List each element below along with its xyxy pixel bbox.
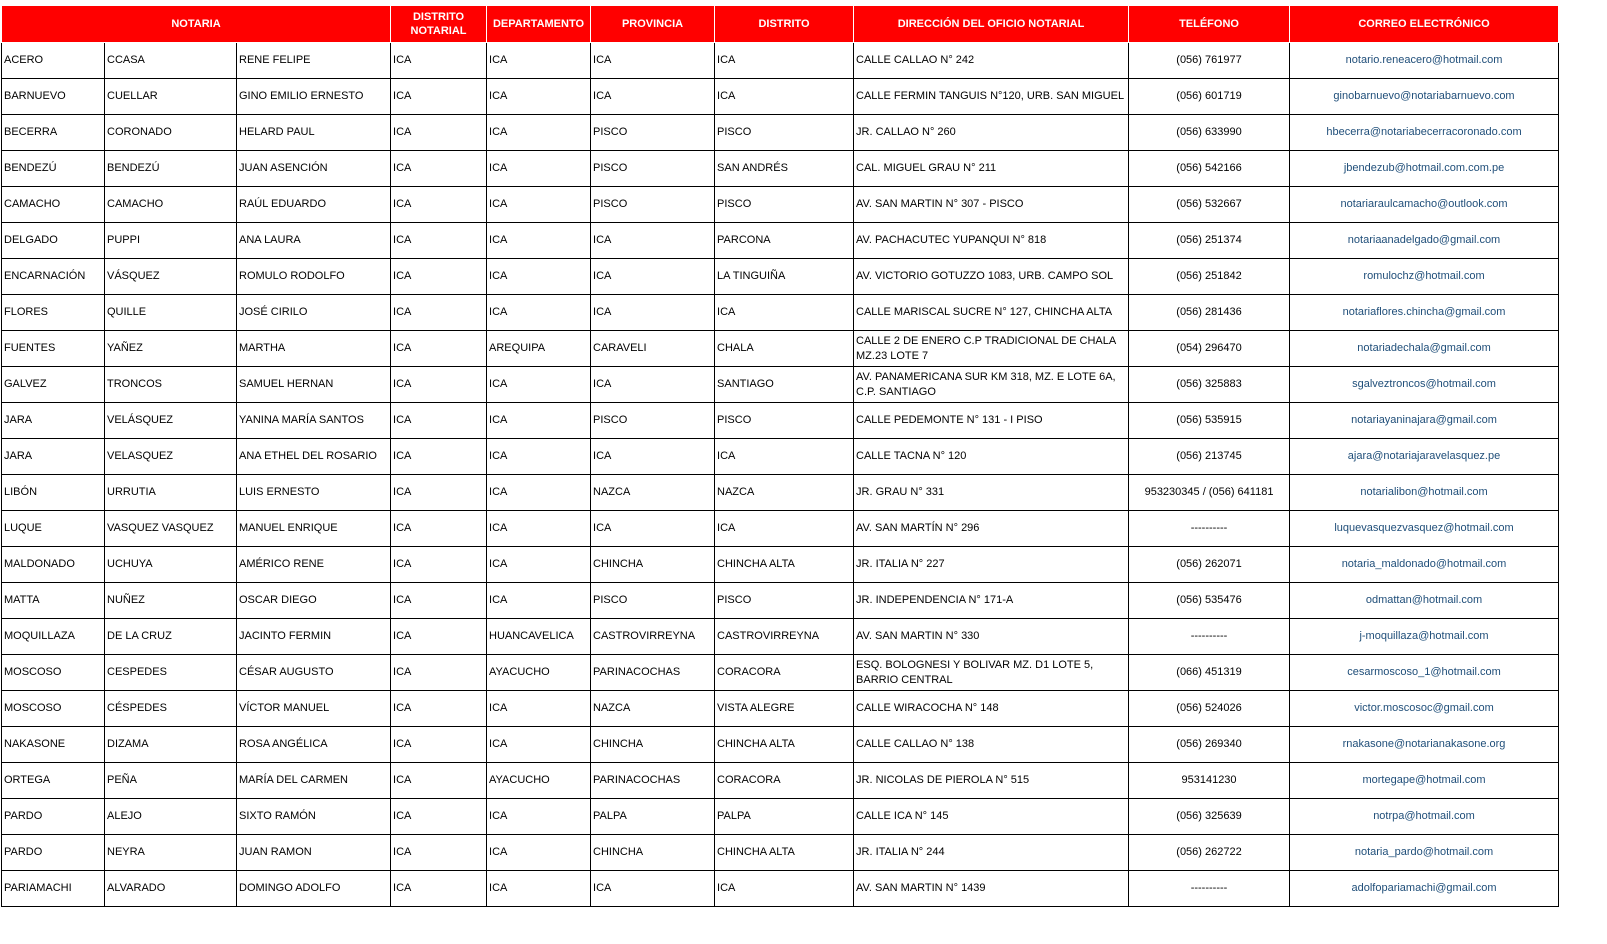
cell-distrito-notarial: ICA <box>391 151 487 187</box>
cell-distrito: CORACORA <box>715 655 854 691</box>
cell-departamento: ICA <box>487 187 591 223</box>
header-departamento: DEPARTAMENTO <box>487 6 591 43</box>
cell-distrito: NAZCA <box>715 475 854 511</box>
table-row <box>2 547 1559 583</box>
header-distrito: DISTRITO <box>715 6 854 43</box>
cell-distrito-notarial: ICA <box>391 547 487 583</box>
cell-distrito: CHINCHA ALTA <box>715 547 854 583</box>
cell-provincia: NAZCA <box>591 691 715 727</box>
cell-departamento: ICA <box>487 511 591 547</box>
cell-nombres: ANA LAURA <box>237 223 391 259</box>
cell-provincia: PARINACOCHAS <box>591 655 715 691</box>
table-row <box>2 223 1559 259</box>
cell-distrito: ICA <box>715 43 854 79</box>
header-row <box>2 6 1559 43</box>
cell-correo[interactable]: notaria_maldonado@hotmail.com <box>1290 547 1559 583</box>
cell-nombres: MANUEL ENRIQUE <box>237 511 391 547</box>
cell-nombres: JACINTO FERMIN <box>237 619 391 655</box>
cell-distrito: PARCONA <box>715 223 854 259</box>
table-row <box>2 475 1559 511</box>
cell-distrito: LA TINGUIÑA <box>715 259 854 295</box>
cell-apellido-paterno: MOSCOSO <box>2 655 105 691</box>
cell-provincia: PARINACOCHAS <box>591 763 715 799</box>
cell-telefono: (056) 761977 <box>1129 43 1290 79</box>
cell-apellido-materno: VELASQUEZ <box>105 439 237 475</box>
cell-provincia: PISCO <box>591 115 715 151</box>
cell-direccion: JR. ITALIA N° 244 <box>854 835 1129 871</box>
cell-provincia: CHINCHA <box>591 547 715 583</box>
cell-apellido-materno: TRONCOS <box>105 367 237 403</box>
cell-telefono: 953230345 / (056) 641181 <box>1129 475 1290 511</box>
cell-correo[interactable]: ginobarnuevo@notariabarnuevo.com <box>1290 79 1559 115</box>
cell-apellido-paterno: BARNUEVO <box>2 79 105 115</box>
cell-distrito-notarial: ICA <box>391 331 487 367</box>
cell-apellido-materno: PUPPI <box>105 223 237 259</box>
cell-departamento: ICA <box>487 79 591 115</box>
cell-direccion: AV. VICTORIO GOTUZZO 1083, URB. CAMPO SOL <box>854 259 1129 295</box>
table-row <box>2 619 1559 655</box>
cell-apellido-materno: CORONADO <box>105 115 237 151</box>
cell-direccion: CALLE CALLAO N° 242 <box>854 43 1129 79</box>
cell-telefono: (056) 532667 <box>1129 187 1290 223</box>
cell-direccion: AV. PACHACUTEC YUPANQUI N° 818 <box>854 223 1129 259</box>
cell-apellido-paterno: ACERO <box>2 43 105 79</box>
cell-telefono: (056) 524026 <box>1129 691 1290 727</box>
cell-nombres: HELARD PAUL <box>237 115 391 151</box>
cell-distrito-notarial: ICA <box>391 871 487 907</box>
cell-nombres: MARTHA <box>237 331 391 367</box>
cell-telefono: (056) 325883 <box>1129 367 1290 403</box>
cell-departamento: HUANCAVELICA <box>487 619 591 655</box>
cell-distrito: ICA <box>715 511 854 547</box>
cell-apellido-materno: QUILLE <box>105 295 237 331</box>
cell-correo[interactable]: jbendezub@hotmail.com.com.pe <box>1290 151 1559 187</box>
table-row <box>2 691 1559 727</box>
cell-correo[interactable]: ajara@notariajaravelasquez.pe <box>1290 439 1559 475</box>
cell-correo[interactable]: notario.reneacero@hotmail.com <box>1290 43 1559 79</box>
cell-apellido-materno: DE LA CRUZ <box>105 619 237 655</box>
cell-direccion: JR. NICOLAS DE PIEROLA N° 515 <box>854 763 1129 799</box>
cell-telefono: (056) 251842 <box>1129 259 1290 295</box>
cell-apellido-paterno: CAMACHO <box>2 187 105 223</box>
cell-distrito-notarial: ICA <box>391 835 487 871</box>
cell-telefono: (056) 601719 <box>1129 79 1290 115</box>
cell-correo[interactable]: notariayaninajara@gmail.com <box>1290 403 1559 439</box>
table-row <box>2 187 1559 223</box>
cell-distrito: CASTROVIRREYNA <box>715 619 854 655</box>
notary-table <box>1 5 1559 907</box>
table-row <box>2 259 1559 295</box>
table-row <box>2 871 1559 907</box>
cell-telefono: (056) 535915 <box>1129 403 1290 439</box>
cell-correo[interactable]: victor.moscosoc@gmail.com <box>1290 691 1559 727</box>
cell-apellido-materno: CAMACHO <box>105 187 237 223</box>
cell-provincia: ICA <box>591 259 715 295</box>
cell-correo[interactable]: notarialibon@hotmail.com <box>1290 475 1559 511</box>
cell-correo[interactable]: notariaflores.chincha@gmail.com <box>1290 295 1559 331</box>
cell-direccion: JR. GRAU N° 331 <box>854 475 1129 511</box>
cell-direccion: CALLE CALLAO N° 138 <box>854 727 1129 763</box>
cell-provincia: CHINCHA <box>591 835 715 871</box>
cell-apellido-paterno: ORTEGA <box>2 763 105 799</box>
cell-distrito-notarial: ICA <box>391 295 487 331</box>
cell-apellido-paterno: MOSCOSO <box>2 691 105 727</box>
cell-telefono: (056) 213745 <box>1129 439 1290 475</box>
cell-departamento: AREQUIPA <box>487 331 591 367</box>
cell-apellido-materno: NUÑEZ <box>105 583 237 619</box>
cell-direccion: JR. INDEPENDENCIA N° 171-A <box>854 583 1129 619</box>
cell-departamento: AYACUCHO <box>487 655 591 691</box>
cell-distrito: ICA <box>715 295 854 331</box>
cell-apellido-paterno: MALDONADO <box>2 547 105 583</box>
cell-distrito-notarial: ICA <box>391 583 487 619</box>
cell-distrito: PISCO <box>715 115 854 151</box>
cell-direccion: CAL. MIGUEL GRAU N° 211 <box>854 151 1129 187</box>
cell-direccion: CALLE FERMIN TANGUIS N°120, URB. SAN MIGUEL <box>854 79 1129 115</box>
cell-apellido-materno: BENDEZÚ <box>105 151 237 187</box>
cell-distrito-notarial: ICA <box>391 655 487 691</box>
cell-telefono: (056) 325639 <box>1129 799 1290 835</box>
cell-apellido-materno: URRUTIA <box>105 475 237 511</box>
header-correo: CORREO ELECTRÓNICO <box>1290 6 1559 43</box>
cell-distrito: PISCO <box>715 403 854 439</box>
cell-direccion: AV. SAN MARTIN N° 1439 <box>854 871 1129 907</box>
cell-departamento: ICA <box>487 475 591 511</box>
cell-distrito-notarial: ICA <box>391 799 487 835</box>
cell-apellido-materno: UCHUYA <box>105 547 237 583</box>
cell-provincia: ICA <box>591 223 715 259</box>
cell-distrito-notarial: ICA <box>391 511 487 547</box>
header-distrito-notarial: DISTRITO NOTARIAL <box>391 6 487 43</box>
table-row <box>2 727 1559 763</box>
cell-distrito: PISCO <box>715 583 854 619</box>
cell-direccion: CALLE PEDEMONTE N° 131 - I PISO <box>854 403 1129 439</box>
cell-telefono: 953141230 <box>1129 763 1290 799</box>
cell-apellido-paterno: BECERRA <box>2 115 105 151</box>
cell-departamento: ICA <box>487 835 591 871</box>
cell-nombres: SAMUEL HERNAN <box>237 367 391 403</box>
header-direccion: DIRECCIÓN DEL OFICIO NOTARIAL <box>854 6 1129 43</box>
cell-departamento: ICA <box>487 439 591 475</box>
cell-apellido-paterno: MOQUILLAZA <box>2 619 105 655</box>
cell-telefono: ---------- <box>1129 871 1290 907</box>
cell-apellido-paterno: LUQUE <box>2 511 105 547</box>
cell-distrito: ICA <box>715 439 854 475</box>
cell-departamento: ICA <box>487 583 591 619</box>
cell-distrito-notarial: ICA <box>391 619 487 655</box>
cell-correo[interactable]: j-moquillaza@hotmail.com <box>1290 619 1559 655</box>
table-row <box>2 115 1559 151</box>
table-row <box>2 583 1559 619</box>
cell-departamento: ICA <box>487 799 591 835</box>
cell-departamento: ICA <box>487 151 591 187</box>
table-row <box>2 835 1559 871</box>
cell-departamento: ICA <box>487 115 591 151</box>
cell-apellido-paterno: ENCARNACIÓN <box>2 259 105 295</box>
cell-nombres: GINO EMILIO ERNESTO <box>237 79 391 115</box>
header-provincia: PROVINCIA <box>591 6 715 43</box>
cell-correo[interactable]: rnakasone@notarianakasone.org <box>1290 727 1559 763</box>
cell-nombres: JUAN ASENCIÓN <box>237 151 391 187</box>
cell-telefono: (054) 296470 <box>1129 331 1290 367</box>
cell-telefono: (056) 542166 <box>1129 151 1290 187</box>
cell-nombres: OSCAR DIEGO <box>237 583 391 619</box>
cell-direccion: AV. SAN MARTIN N° 330 <box>854 619 1129 655</box>
cell-distrito-notarial: ICA <box>391 367 487 403</box>
cell-provincia: CHINCHA <box>591 727 715 763</box>
cell-distrito: SANTIAGO <box>715 367 854 403</box>
cell-provincia: ICA <box>591 79 715 115</box>
cell-nombres: ROSA ANGÉLICA <box>237 727 391 763</box>
cell-apellido-paterno: BENDEZÚ <box>2 151 105 187</box>
cell-distrito-notarial: ICA <box>391 403 487 439</box>
cell-direccion: JR. ITALIA N° 227 <box>854 547 1129 583</box>
cell-apellido-materno: VASQUEZ VASQUEZ <box>105 511 237 547</box>
cell-nombres: VÍCTOR MANUEL <box>237 691 391 727</box>
cell-direccion: CALLE TACNA N° 120 <box>854 439 1129 475</box>
cell-telefono: (056) 269340 <box>1129 727 1290 763</box>
cell-distrito: PALPA <box>715 799 854 835</box>
cell-nombres: JUAN RAMON <box>237 835 391 871</box>
cell-provincia: PISCO <box>591 403 715 439</box>
cell-direccion: AV. PANAMERICANA SUR KM 318, MZ. E LOTE 6A, C.P. SANTIAGO <box>854 367 1129 403</box>
cell-correo[interactable]: romulochz@hotmail.com <box>1290 259 1559 295</box>
cell-nombres: SIXTO RAMÓN <box>237 799 391 835</box>
cell-distrito-notarial: ICA <box>391 763 487 799</box>
cell-apellido-materno: NEYRA <box>105 835 237 871</box>
cell-direccion: CALLE 2 DE ENERO C.P TRADICIONAL DE CHALA MZ.23 LOTE 7 <box>854 331 1129 367</box>
header-telefono: TELÉFONO <box>1129 6 1290 43</box>
cell-apellido-paterno: GALVEZ <box>2 367 105 403</box>
cell-distrito-notarial: ICA <box>391 79 487 115</box>
cell-distrito: VISTA ALEGRE <box>715 691 854 727</box>
cell-provincia: PALPA <box>591 799 715 835</box>
cell-distrito: CHINCHA ALTA <box>715 727 854 763</box>
cell-distrito: ICA <box>715 79 854 115</box>
cell-telefono: (056) 535476 <box>1129 583 1290 619</box>
cell-provincia: CASTROVIRREYNA <box>591 619 715 655</box>
cell-nombres: AMÉRICO RENE <box>237 547 391 583</box>
table-row <box>2 367 1559 403</box>
cell-direccion: CALLE WIRACOCHA N° 148 <box>854 691 1129 727</box>
cell-correo[interactable]: hbecerra@notariabecerracoronado.com <box>1290 115 1559 151</box>
cell-provincia: ICA <box>591 871 715 907</box>
cell-distrito-notarial: ICA <box>391 223 487 259</box>
cell-telefono: (056) 262071 <box>1129 547 1290 583</box>
cell-distrito: CHALA <box>715 331 854 367</box>
cell-apellido-paterno: FUENTES <box>2 331 105 367</box>
cell-apellido-paterno: PARDO <box>2 835 105 871</box>
cell-distrito-notarial: ICA <box>391 727 487 763</box>
cell-apellido-paterno: LIBÓN <box>2 475 105 511</box>
table-row <box>2 763 1559 799</box>
cell-telefono: (056) 262722 <box>1129 835 1290 871</box>
cell-apellido-paterno: JARA <box>2 439 105 475</box>
cell-departamento: ICA <box>487 43 591 79</box>
cell-provincia: PISCO <box>591 187 715 223</box>
cell-nombres: ANA ETHEL DEL ROSARIO <box>237 439 391 475</box>
cell-apellido-materno: DIZAMA <box>105 727 237 763</box>
cell-departamento: ICA <box>487 295 591 331</box>
cell-correo[interactable]: odmattan@hotmail.com <box>1290 583 1559 619</box>
cell-telefono: (056) 251374 <box>1129 223 1290 259</box>
cell-distrito-notarial: ICA <box>391 475 487 511</box>
cell-apellido-paterno: PARIAMACHI <box>2 871 105 907</box>
cell-nombres: ROMULO RODOLFO <box>237 259 391 295</box>
cell-provincia: CARAVELI <box>591 331 715 367</box>
cell-telefono: (056) 633990 <box>1129 115 1290 151</box>
table-row <box>2 295 1559 331</box>
cell-apellido-materno: CUELLAR <box>105 79 237 115</box>
cell-correo[interactable]: adolfopariamachi@gmail.com <box>1290 871 1559 907</box>
cell-apellido-paterno: DELGADO <box>2 223 105 259</box>
cell-apellido-paterno: JARA <box>2 403 105 439</box>
cell-nombres: JOSÉ CIRILO <box>237 295 391 331</box>
cell-apellido-materno: CCASA <box>105 43 237 79</box>
cell-departamento: ICA <box>487 403 591 439</box>
cell-direccion: CALLE MARISCAL SUCRE N° 127, CHINCHA ALTA <box>854 295 1129 331</box>
cell-departamento: ICA <box>487 871 591 907</box>
cell-correo[interactable]: notariaraulcamacho@outlook.com <box>1290 187 1559 223</box>
cell-distrito: CHINCHA ALTA <box>715 835 854 871</box>
cell-correo[interactable]: sgalveztroncos@hotmail.com <box>1290 367 1559 403</box>
cell-departamento: AYACUCHO <box>487 763 591 799</box>
cell-correo[interactable]: notaria_pardo@hotmail.com <box>1290 835 1559 871</box>
cell-direccion: JR. CALLAO N° 260 <box>854 115 1129 151</box>
cell-distrito: CORACORA <box>715 763 854 799</box>
notary-table-container <box>1 5 1558 907</box>
cell-nombres: CÉSAR AUGUSTO <box>237 655 391 691</box>
cell-distrito-notarial: ICA <box>391 259 487 295</box>
table-row <box>2 799 1559 835</box>
cell-apellido-paterno: NAKASONE <box>2 727 105 763</box>
cell-distrito: ICA <box>715 871 854 907</box>
cell-telefono: ---------- <box>1129 511 1290 547</box>
cell-provincia: PISCO <box>591 583 715 619</box>
cell-telefono: ---------- <box>1129 619 1290 655</box>
cell-departamento: ICA <box>487 367 591 403</box>
cell-provincia: NAZCA <box>591 475 715 511</box>
cell-direccion: AV. SAN MARTIN N° 307 - PISCO <box>854 187 1129 223</box>
cell-departamento: ICA <box>487 223 591 259</box>
table-row <box>2 79 1559 115</box>
cell-distrito: SAN ANDRÉS <box>715 151 854 187</box>
cell-apellido-materno: PEÑA <box>105 763 237 799</box>
cell-distrito-notarial: ICA <box>391 187 487 223</box>
table-row <box>2 403 1559 439</box>
cell-nombres: RENE FELIPE <box>237 43 391 79</box>
cell-apellido-materno: CESPEDES <box>105 655 237 691</box>
cell-provincia: ICA <box>591 511 715 547</box>
cell-distrito-notarial: ICA <box>391 691 487 727</box>
cell-departamento: ICA <box>487 727 591 763</box>
cell-apellido-materno: CÉSPEDES <box>105 691 237 727</box>
cell-distrito: PISCO <box>715 187 854 223</box>
table-row <box>2 511 1559 547</box>
cell-apellido-materno: ALVARADO <box>105 871 237 907</box>
cell-nombres: LUIS ERNESTO <box>237 475 391 511</box>
cell-direccion: CALLE ICA N° 145 <box>854 799 1129 835</box>
cell-apellido-paterno: MATTA <box>2 583 105 619</box>
cell-correo[interactable]: notariaanadelgado@gmail.com <box>1290 223 1559 259</box>
cell-apellido-paterno: FLORES <box>2 295 105 331</box>
cell-direccion: AV. SAN MARTÍN N° 296 <box>854 511 1129 547</box>
table-row <box>2 439 1559 475</box>
cell-distrito-notarial: ICA <box>391 43 487 79</box>
cell-apellido-materno: VELÁSQUEZ <box>105 403 237 439</box>
cell-correo[interactable]: notariadechala@gmail.com <box>1290 331 1559 367</box>
table-row <box>2 331 1559 367</box>
cell-nombres: RAÚL EDUARDO <box>237 187 391 223</box>
cell-apellido-materno: VÁSQUEZ <box>105 259 237 295</box>
cell-departamento: ICA <box>487 547 591 583</box>
cell-correo[interactable]: mortegape@hotmail.com <box>1290 763 1559 799</box>
cell-distrito-notarial: ICA <box>391 115 487 151</box>
table-body <box>2 43 1559 907</box>
table-row <box>2 43 1559 79</box>
cell-apellido-materno: ALEJO <box>105 799 237 835</box>
cell-provincia: ICA <box>591 295 715 331</box>
cell-nombres: YANINA MARÍA SANTOS <box>237 403 391 439</box>
cell-provincia: ICA <box>591 367 715 403</box>
cell-telefono: (056) 281436 <box>1129 295 1290 331</box>
cell-nombres: DOMINGO ADOLFO <box>237 871 391 907</box>
cell-provincia: ICA <box>591 43 715 79</box>
cell-correo[interactable]: notrpa@hotmail.com <box>1290 799 1559 835</box>
cell-departamento: ICA <box>487 691 591 727</box>
cell-apellido-paterno: PARDO <box>2 799 105 835</box>
cell-correo[interactable]: luquevasquezvasquez@hotmail.com <box>1290 511 1559 547</box>
cell-nombres: MARÍA DEL CARMEN <box>237 763 391 799</box>
cell-correo[interactable]: cesarmoscoso_1@hotmail.com <box>1290 655 1559 691</box>
cell-provincia: PISCO <box>591 151 715 187</box>
cell-departamento: ICA <box>487 259 591 295</box>
cell-apellido-materno: YAÑEZ <box>105 331 237 367</box>
header-notaria: NOTARIA <box>2 6 391 43</box>
cell-provincia: ICA <box>591 439 715 475</box>
cell-telefono: (066) 451319 <box>1129 655 1290 691</box>
cell-distrito-notarial: ICA <box>391 439 487 475</box>
table-row <box>2 655 1559 691</box>
table-row <box>2 151 1559 187</box>
cell-direccion: ESQ. BOLOGNESI Y BOLIVAR MZ. D1 LOTE 5, BARRIO CENTRAL <box>854 655 1129 691</box>
